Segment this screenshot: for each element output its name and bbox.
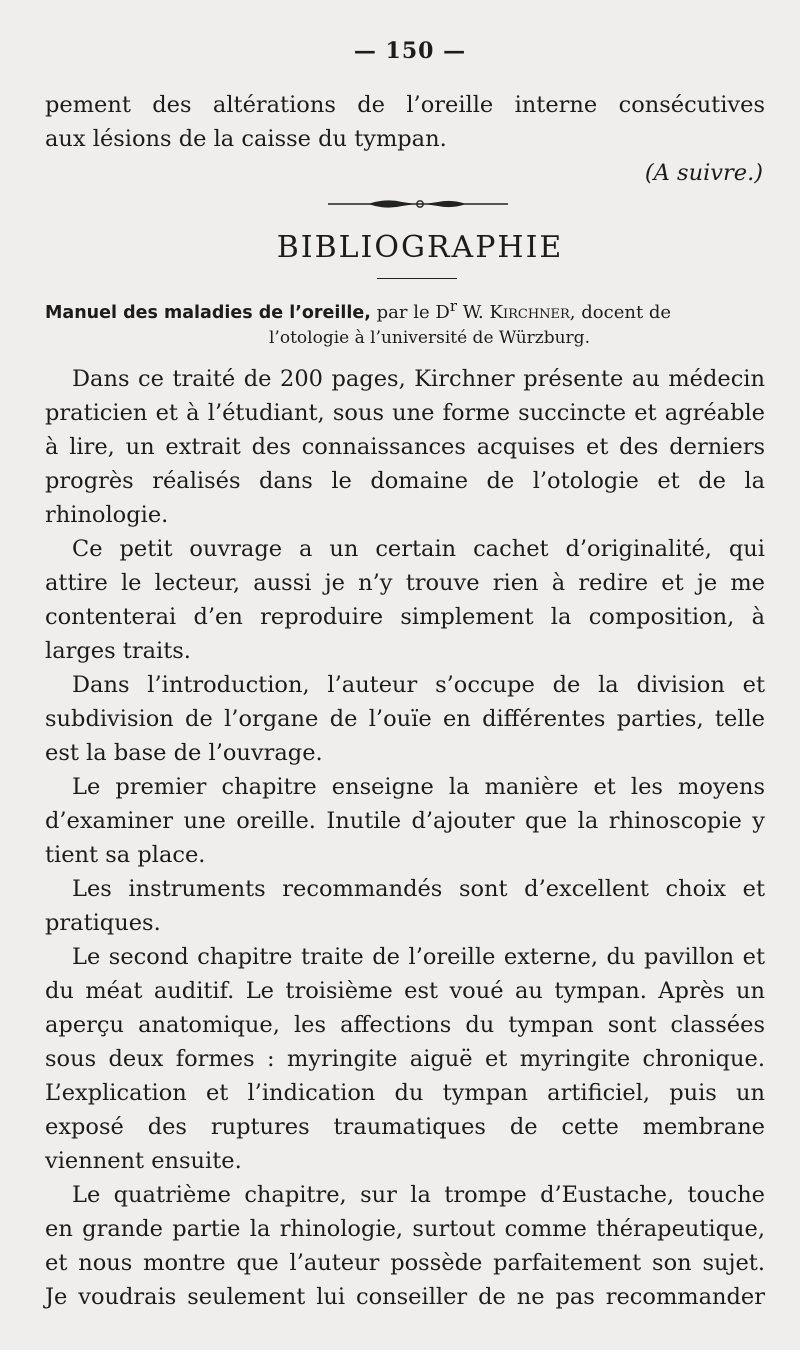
text-line: subdivision de l’organe de l’ouïe en différentes parties, telle [45, 706, 765, 732]
text-line: exposé des ruptures traumatiques de cette membrane [45, 1114, 765, 1140]
text-line: Le quatrième chapitre, sur la trompe d’Eustache, touche [72, 1182, 765, 1208]
text-line: pement des altérations de l’oreille interne consécutives [45, 92, 765, 118]
text-line: viennent ensuite. [45, 1148, 242, 1174]
decorative-rule-icon [70, 190, 765, 216]
text-line: praticien et à l’étudiant, sous une forme succincte et agréable [45, 400, 765, 426]
text-line: sous deux formes : myringite aiguë et myringite chronique. [45, 1046, 765, 1072]
section-title: BIBLIOGRAPHIE [276, 230, 564, 265]
text-line: Dans ce traité de 200 pages, Kirchner présente au médecin [72, 366, 765, 392]
text-line: Le premier chapitre enseigne la manière et les moyens [72, 774, 765, 800]
paragraph [45, 362, 765, 532]
text-line: contenterai d’en reproduire simplement la composition, à [45, 604, 765, 630]
paragraph [45, 940, 765, 1178]
author-name: W. Kirchner, [456, 302, 576, 323]
text-line: tient sa place. [45, 842, 206, 868]
text-line: attire le lecteur, aussi je n’y trouve rien à redire et je me [45, 570, 765, 596]
text-line: progrès réalisés dans le domaine de l’otologie et de la [45, 468, 765, 494]
reference-by: par le D [370, 302, 450, 323]
text-line: pratiques. [45, 910, 161, 936]
review-body [45, 362, 765, 1314]
paragraph [45, 532, 765, 668]
text-line: Dans l’introduction, l’auteur s’occupe de la division et [72, 672, 765, 698]
paragraph [45, 770, 765, 872]
author-role: docent de [575, 302, 672, 323]
text-line: Je voudrais seulement lui conseiller de ne pas recommander [45, 1284, 765, 1310]
text-line: à lire, un extrait des connaissances acquises et des derniers [45, 434, 765, 460]
book-reference [45, 293, 765, 350]
text-line: L’explication et l’indication du tympan artificiel, puis un [45, 1080, 765, 1106]
paragraph [45, 872, 765, 940]
paragraph [45, 668, 765, 770]
text-line: d’examiner une oreille. Inutile d’ajouter que la rhinoscopie y [45, 808, 765, 834]
text-column [45, 88, 765, 1314]
reference-by-sup: r [449, 297, 457, 315]
book-title: Manuel des maladies de l’oreille, [45, 303, 371, 323]
author-affiliation: l’otologie à l’université de Würzburg. [269, 328, 590, 348]
page-number: — 150 — [353, 38, 467, 64]
text-line: du méat auditif. Le troisième est voué au tympan. Après un [45, 978, 765, 1004]
text-line: Le second chapitre traite de l’oreille externe, du pavillon et [72, 944, 765, 970]
text-line: Les instruments recommandés sont d’excellent choix et [72, 876, 765, 902]
text-line: et nous montre que l’auteur possède parfaitement son sujet. [45, 1250, 765, 1276]
text-line: est la base de l’ouvrage. [45, 740, 323, 766]
text-line: en grande partie la rhinologie, surtout comme thérapeutique, [45, 1216, 765, 1242]
text-line: aux lésions de la caisse du tympan. [45, 126, 447, 152]
text-line: larges traits. [45, 638, 191, 664]
ornament-svg [328, 196, 508, 210]
continuation-text [45, 88, 765, 190]
reference-line [45, 293, 765, 326]
title-rule [377, 278, 457, 279]
text-line: Ce petit ouvrage a un certain cachet d’originalité, qui [72, 536, 765, 562]
paragraph [45, 1178, 765, 1314]
to-be-continued: (A suivre.) [644, 160, 763, 186]
text-line: aperçu anatomique, les affections du tympan sont classées [45, 1012, 765, 1038]
text-line: rhinologie. [45, 502, 169, 528]
